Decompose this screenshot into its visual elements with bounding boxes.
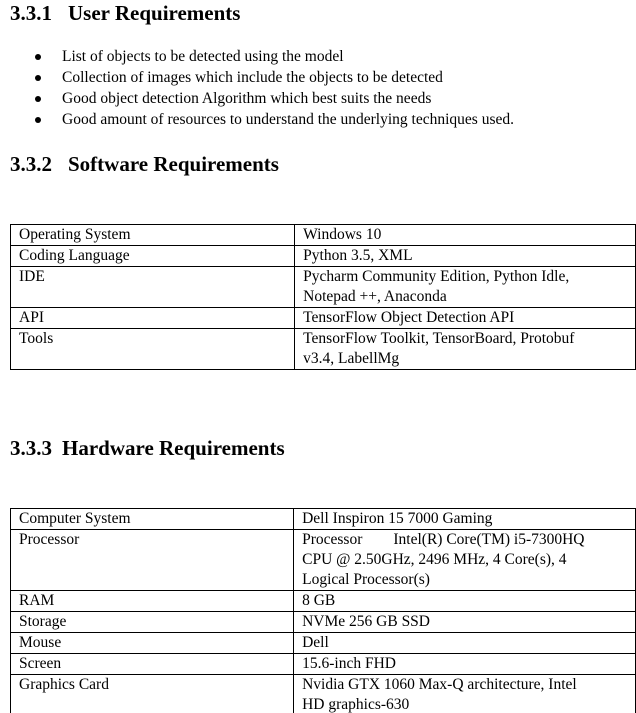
table-cell-label: Screen — [11, 654, 294, 675]
section-number: 3.3.1 — [10, 1, 52, 25]
section-title: Software Requirements — [68, 152, 279, 176]
cell-line: Processor Intel(R) Core(TM) i5-7300HQ — [302, 531, 585, 548]
section-number: 3.3.3 — [10, 436, 52, 460]
cell-line: Windows 10 — [303, 226, 382, 243]
list-item — [0, 109, 514, 130]
table-row — [11, 308, 636, 329]
section-heading-user-requirements — [10, 1, 240, 25]
table-row — [11, 654, 636, 675]
table-cell-value — [294, 675, 636, 713]
cell-line: CPU @ 2.50GHz, 2496 MHz, 4 Core(s), 4 — [302, 551, 567, 568]
table-cell-label: Operating System — [11, 225, 295, 246]
list-item-text: Good amount of resources to understand the underlying techniques used. — [62, 111, 514, 128]
table-cell-label: Storage — [11, 612, 294, 633]
cell-line: TensorFlow Object Detection API — [303, 309, 515, 326]
table-cell-value — [295, 225, 636, 246]
table-cell-value — [295, 308, 636, 329]
table-cell-label: Tools — [11, 329, 295, 370]
table-cell-label: Processor — [11, 530, 294, 591]
bullet-icon — [35, 54, 41, 60]
table-row — [11, 329, 636, 370]
table-cell-label: RAM — [11, 591, 294, 612]
table-cell-value — [294, 654, 636, 675]
software-requirements-table — [10, 224, 636, 370]
table-row — [11, 612, 636, 633]
table-row — [11, 246, 636, 267]
bullet-icon — [35, 96, 41, 102]
section-title: User Requirements — [68, 1, 241, 25]
list-item — [0, 67, 514, 88]
hardware-requirements-table — [10, 508, 636, 713]
cell-line: Dell — [302, 634, 329, 651]
cell-line: Notepad ++, Anaconda — [303, 288, 447, 305]
user-requirements-list — [0, 46, 514, 130]
list-item-text: List of objects to be detected using the model — [62, 48, 344, 65]
table-cell-value — [295, 329, 636, 370]
table-row — [11, 267, 636, 308]
list-item-text: Collection of images which include the objects to be detected — [62, 69, 443, 86]
table-cell-label: Mouse — [11, 633, 294, 654]
bullet-icon — [35, 75, 41, 81]
table-row — [11, 509, 636, 530]
table-cell-value — [294, 591, 636, 612]
table-cell-label: API — [11, 308, 295, 329]
cell-line: HD graphics-630 — [302, 696, 410, 713]
table-cell-value — [295, 267, 636, 308]
table-cell-value — [294, 509, 636, 530]
cell-line: Pycharm Community Edition, Python Idle, — [303, 268, 570, 285]
section-heading-hardware-requirements — [10, 436, 285, 460]
bullet-icon — [35, 117, 41, 123]
cell-line: TensorFlow Toolkit, TensorBoard, Protobuf — [303, 330, 575, 347]
cell-line: Dell Inspiron 15 7000 Gaming — [302, 510, 493, 527]
table-cell-value — [295, 246, 636, 267]
section-title: Hardware Requirements — [62, 436, 285, 460]
table-row — [11, 591, 636, 612]
table-cell-label: Computer System — [11, 509, 294, 530]
table-row — [11, 530, 636, 591]
table-cell-value — [294, 530, 636, 591]
section-heading-software-requirements — [10, 152, 279, 176]
table-cell-label: Graphics Card — [11, 675, 294, 713]
cell-line: 8 GB — [302, 592, 336, 609]
table-row — [11, 633, 636, 654]
cell-line: Nvidia GTX 1060 Max-Q architecture, Intel — [302, 676, 577, 693]
cell-line: 15.6-inch FHD — [302, 655, 396, 672]
section-number: 3.3.2 — [10, 152, 52, 176]
table-cell-value — [294, 612, 636, 633]
table-row — [11, 675, 636, 713]
cell-line: NVMe 256 GB SSD — [302, 613, 430, 630]
table-row — [11, 225, 636, 246]
table-cell-label: IDE — [11, 267, 295, 308]
list-item-text: Good object detection Algorithm which best suits the needs — [62, 90, 432, 107]
list-item — [0, 88, 514, 109]
cell-line: Logical Processor(s) — [302, 571, 430, 588]
table-cell-value — [294, 633, 636, 654]
table-cell-label: Coding Language — [11, 246, 295, 267]
list-item — [0, 46, 514, 67]
cell-line: Python 3.5, XML — [303, 247, 413, 264]
cell-line: v3.4, LabellMg — [303, 350, 400, 367]
